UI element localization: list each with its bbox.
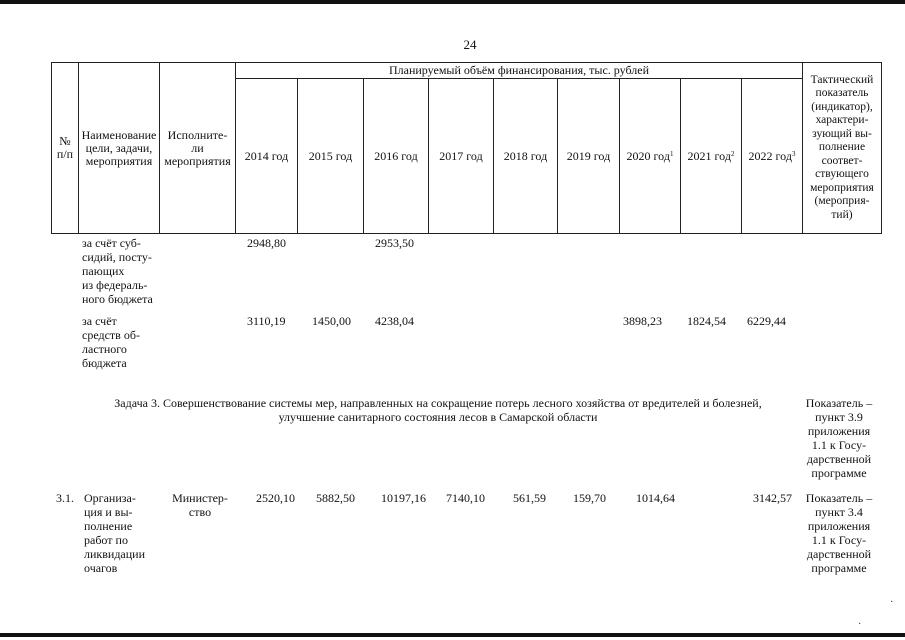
header-indicator: Тактический показатель (индикатор), характери- зующий вы- полнение соответ- ствующего мероприятия (мероприя- тий) xyxy=(803,63,882,234)
item-3-1-2017: 7140,10 xyxy=(446,491,485,505)
item-3-1-2018: 561,59 xyxy=(513,491,546,505)
row-federal-label: за счёт суб- сидий, посту- пающих из федераль- ного бюджета xyxy=(82,236,153,306)
item-3-1-2020: 1014,64 xyxy=(636,491,675,505)
bottom-border xyxy=(0,633,905,637)
task-3-title: Задача 3. Совершенствование системы мер, направленных на сокращение потерь лесного хозяйства от вредителей и болезней, улучшение санитарного состояния лесов в Самарской области xyxy=(114,396,762,424)
task-3-indicator: Показатель – пункт 3.9 приложения 1.1 к Госу- дарственной программе xyxy=(805,396,873,480)
row-regional-2016: 4238,04 xyxy=(375,314,414,328)
row-regional-2015: 1450,00 xyxy=(312,314,351,328)
header-executor: Исполните- ли мероприятия xyxy=(160,63,236,234)
row-federal-2016: 2953,50 xyxy=(375,236,414,250)
item-3-1-2019: 159,70 xyxy=(573,491,606,505)
header-year: 2014 год xyxy=(236,79,298,234)
item-3-1-2015: 5882,50 xyxy=(316,491,355,505)
header-year: 2021 год$^2$ xyxy=(681,79,742,234)
header-year: 2015 год xyxy=(298,79,364,234)
header-year: 2016 год xyxy=(364,79,429,234)
header-year: 2018 год xyxy=(494,79,558,234)
scan-speck: · xyxy=(890,597,894,608)
header-year: 2017 год xyxy=(429,79,494,234)
table-header xyxy=(51,62,882,234)
item-3-1-2016: 10197,16 xyxy=(381,491,426,505)
item-3-1-indicator: Показатель – пункт 3.4 приложения 1.1 к Госу- дарственной программе xyxy=(805,491,873,575)
header-num: № п/п xyxy=(52,63,79,234)
header-name: Наименование цели, задачи, мероприятия xyxy=(79,63,160,234)
item-3-1-2022: 3142,57 xyxy=(753,491,792,505)
row-regional-2020: 3898,23 xyxy=(623,314,662,328)
header-year: 2022 год$^3$ xyxy=(742,79,803,234)
header-year: 2019 год xyxy=(558,79,620,234)
row-regional-2021: 1824,54 xyxy=(687,314,726,328)
header-year: 2020 год$^1$ xyxy=(620,79,681,234)
scan-speck: · xyxy=(858,619,862,630)
item-3-1-executor: Министер- ство xyxy=(172,491,228,519)
row-regional-2022: 6229,44 xyxy=(747,314,786,328)
header-funding: Планируемый объём финансирования, тыс. рублей xyxy=(236,63,803,79)
row-regional-label: за счёт средств об- ластного бюджета xyxy=(82,314,140,370)
row-federal-2014: 2948,80 xyxy=(247,236,286,250)
page-number: 24 xyxy=(463,37,477,52)
item-3-1-2014: 2520,10 xyxy=(256,491,295,505)
top-border xyxy=(0,0,905,4)
item-3-1-label: Организа- ция и вы- полнение работ по ликвидации очагов xyxy=(84,491,146,575)
row-regional-2014: 3110,19 xyxy=(247,314,286,328)
item-3-1-number: 3.1. xyxy=(56,491,74,505)
